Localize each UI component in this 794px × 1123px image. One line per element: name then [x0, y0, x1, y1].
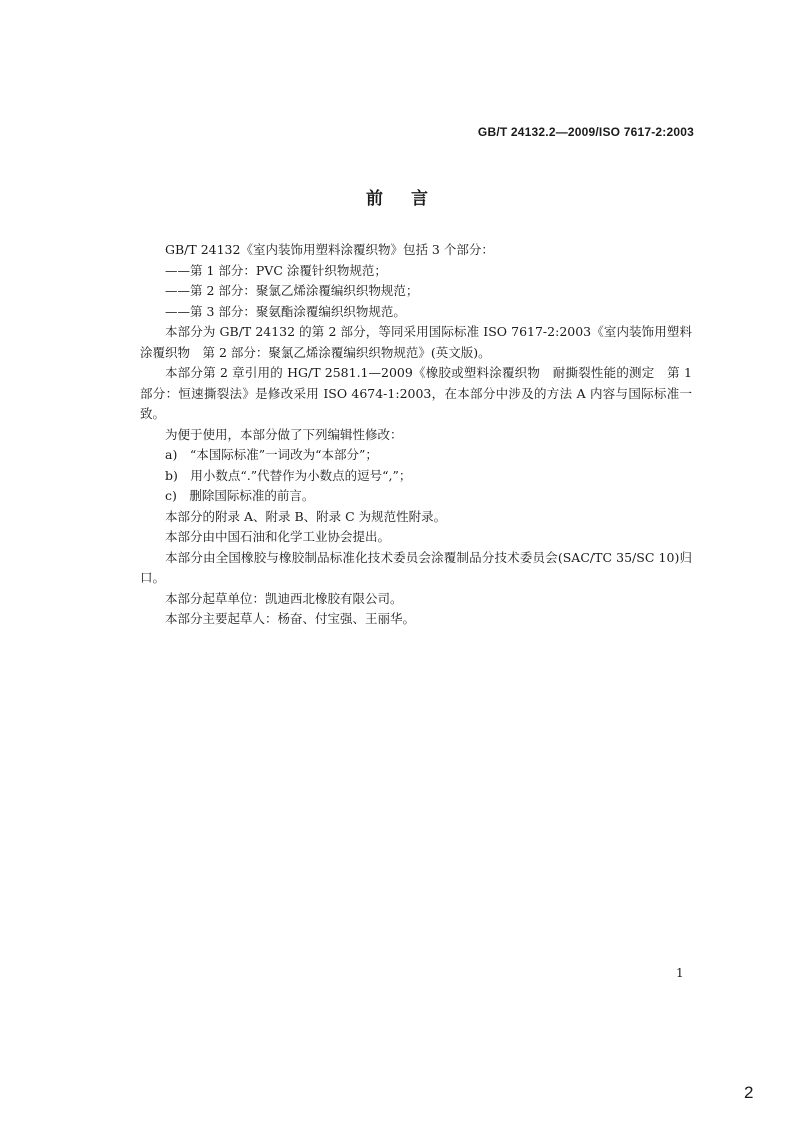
- list-item-edit-c: c) 删除国际标准的前言。: [165, 488, 315, 503]
- page-number-outer: 2: [744, 1083, 754, 1102]
- paragraph-reference: 本部分第 2 章引用的 HG/T 2581.1—2009《橡胶或塑料涂覆织物 耐撕裂性能的测定 第 1 部分：恒速撕裂法》是修改采用 ISO 4674-1:2003，在本部分中涉及的方法 A 内容与国际标准一致。: [140, 365, 696, 421]
- list-item-part-1: ——第 1 部分：PVC 涂覆针织物规范；: [165, 262, 387, 278]
- paragraph-intro: GB/T 24132《室内装饰用塑料涂覆织物》包括 3 个部分：: [165, 242, 494, 257]
- standard-number: GB/T 24132.2—2009/ISO 7617-2:2003: [477, 125, 694, 139]
- paragraph-committee: 本部分由全国橡胶与橡胶制品标准化技术委员会涂覆制品分技术委员会(SAC/TC 35/SC 10)归口。: [140, 549, 692, 585]
- list-item-edit-b: b) 用小数点“.”代替作为小数点的逗号“,”；: [165, 467, 412, 483]
- paragraph-drafting-unit: 本部分起草单位：凯迪西北橡胶有限公司。: [165, 590, 403, 606]
- list-item-edit-a: a) “本国际标准”一词改为“本部分”；: [165, 447, 378, 462]
- paragraph-adoption: 本部分为 GB/T 24132 的第 2 部分，等同采用国际标准 ISO 7617-2:2003《室内装饰用塑料涂覆织物 第 2 部分：聚氯乙烯涂覆编织织物规范》(英文版)。: [140, 324, 692, 360]
- paragraph-proposer: 本部分由中国石油和化学工业协会提出。: [165, 529, 391, 544]
- page-title: 前言: [366, 189, 456, 209]
- list-item-part-2: ——第 2 部分：聚氯乙烯涂覆编织织物规范；: [165, 283, 419, 298]
- page-number-inner: 1: [676, 966, 684, 980]
- paragraph-annexes: 本部分的附录 A、附录 B、附录 C 为规范性附录。: [165, 508, 447, 524]
- paragraph-drafters: 本部分主要起草人：杨奋、付宝强、王丽华。: [165, 611, 416, 626]
- list-item-part-3: ——第 3 部分：聚氨酯涂覆编织织物规范。: [165, 303, 406, 319]
- document-body: [140, 240, 696, 630]
- paragraph-edits-intro: 为便于使用，本部分做了下列编辑性修改：: [165, 426, 403, 442]
